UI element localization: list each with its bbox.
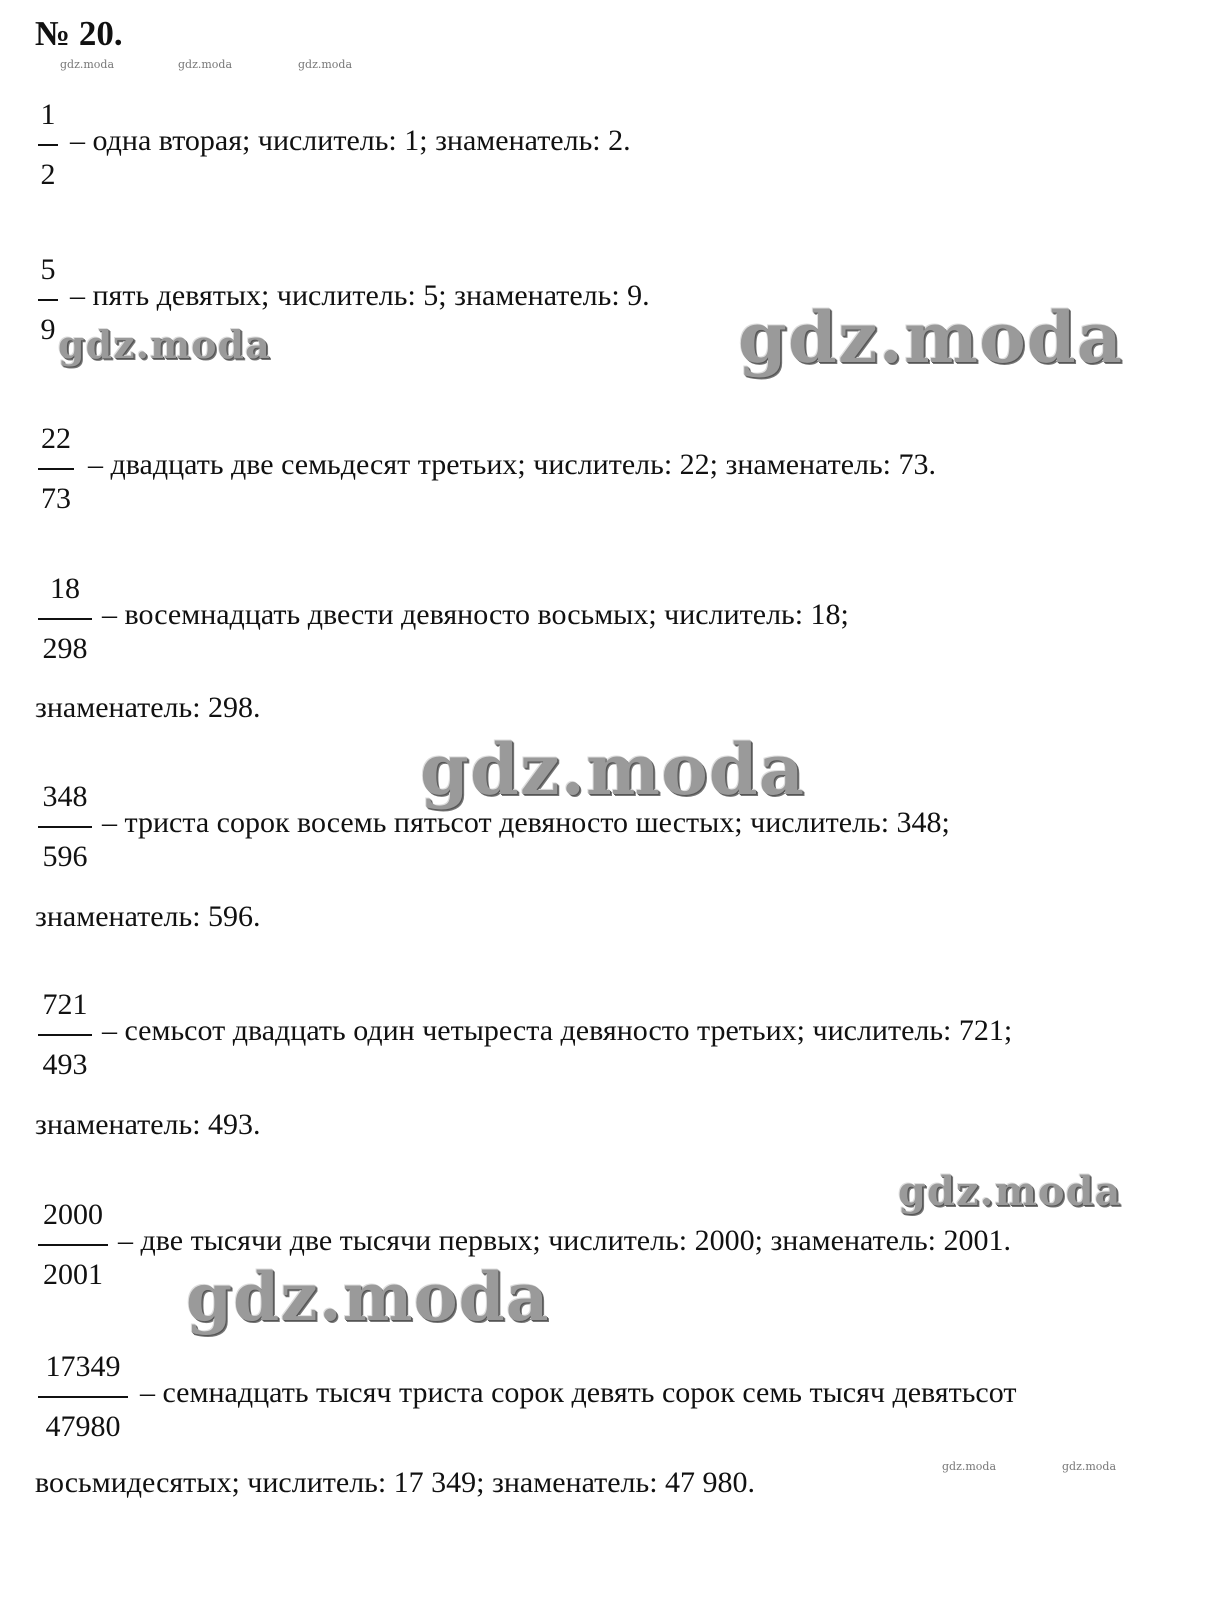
watermark-small: gdz.moda (942, 1460, 997, 1473)
fraction (38, 990, 92, 1080)
fraction (38, 1352, 128, 1442)
numerator: 5 (40, 253, 56, 286)
fraction-description: – двадцать две семьдесят третьих; числитель: 22; знаменатель: 73. (88, 448, 937, 481)
fraction (38, 255, 58, 345)
fraction-bar (38, 299, 58, 301)
fraction (38, 782, 92, 872)
fraction-bar (38, 1244, 108, 1246)
fraction (38, 1200, 108, 1290)
denominator: 493 (42, 1048, 88, 1081)
denominator: 2 (40, 158, 56, 191)
fraction-description-continued: знаменатель: 298. (35, 691, 261, 724)
watermark-large: gdz.moda (738, 296, 1124, 379)
denominator: 2001 (43, 1258, 103, 1291)
denominator: 596 (42, 840, 88, 873)
watermark-large: gdz.moda (186, 1258, 550, 1336)
numerator: 18 (50, 572, 80, 605)
fraction-bar (38, 618, 92, 620)
fraction-description: – восемнадцать двести девяносто восьмых; числитель: 18; (102, 598, 849, 631)
fraction-bar (38, 1396, 128, 1398)
denominator: 47980 (45, 1410, 121, 1443)
watermark-large: gdz.moda (58, 322, 271, 367)
fraction-description: – две тысячи две тысячи первых; числитель: 2000; знаменатель: 2001. (118, 1224, 1011, 1257)
watermark-large: gdz.moda (420, 728, 806, 811)
fraction (38, 100, 58, 190)
fraction-description: – семнадцать тысяч триста сорок девять сорок семь тысяч девятьсот (140, 1376, 1017, 1409)
numerator: 22 (41, 422, 71, 455)
denominator: 298 (42, 632, 88, 665)
denominator: 9 (40, 313, 56, 346)
fraction-bar (38, 468, 74, 470)
fraction-description: – триста сорок восемь пятьсот девяносто шестых; числитель: 348; (102, 806, 950, 839)
fraction-description-continued: знаменатель: 493. (35, 1108, 261, 1141)
fraction-bar (38, 1034, 92, 1036)
problem-number: № 20. (35, 14, 123, 53)
fraction (38, 574, 92, 664)
watermark-small: gdz.moda (178, 58, 233, 71)
fraction-bar (38, 144, 58, 146)
numerator: 2000 (43, 1198, 103, 1231)
watermark-large: gdz.moda (898, 1168, 1122, 1215)
numerator: 17349 (45, 1350, 121, 1383)
denominator: 73 (41, 482, 71, 515)
numerator: 1 (40, 98, 56, 131)
fraction (38, 424, 74, 514)
fraction-description-continued: восьмидесятых; числитель: 17 349; знаменатель: 47 980. (35, 1466, 756, 1499)
watermark-small: gdz.moda (1062, 1460, 1117, 1473)
fraction-bar (38, 826, 92, 828)
fraction-description-continued: знаменатель: 596. (35, 900, 261, 933)
numerator: 721 (42, 988, 88, 1021)
fraction-description: – пять девятых; числитель: 5; знаменатель: 9. (70, 279, 650, 312)
fraction-description: – одна вторая; числитель: 1; знаменатель: 2. (70, 124, 631, 157)
watermark-small: gdz.moda (298, 58, 353, 71)
fraction-description: – семьсот двадцать один четыреста девяносто третьих; числитель: 721; (102, 1014, 1013, 1047)
watermark-small: gdz.moda (60, 58, 115, 71)
numerator: 348 (42, 780, 88, 813)
